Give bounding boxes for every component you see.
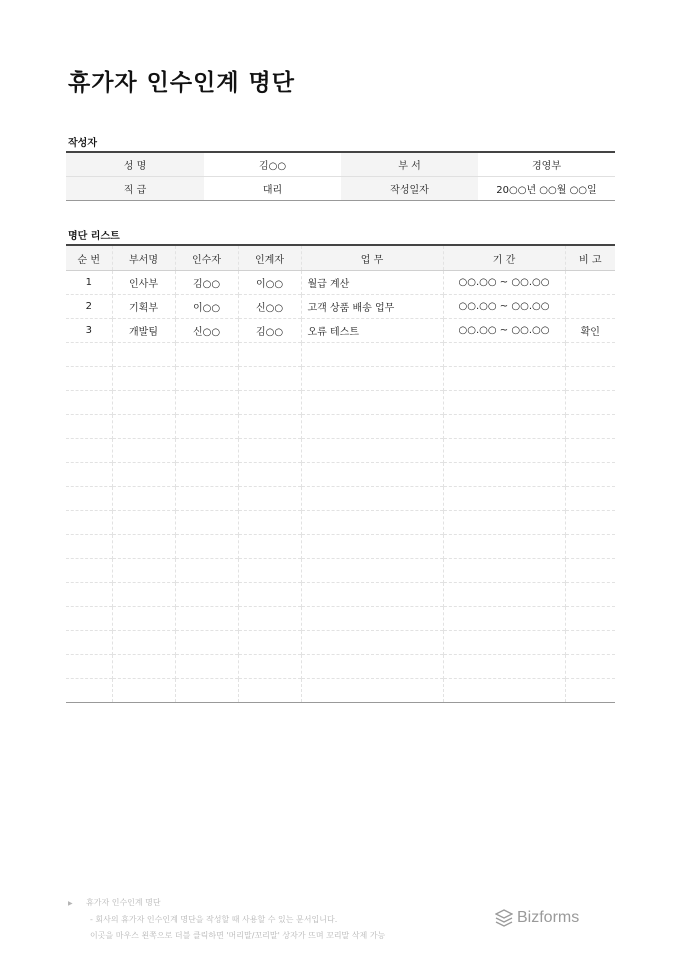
bizforms-logo — [495, 909, 579, 927]
table-cell: 월급 계산 — [301, 271, 443, 295]
column-header: 인계자 — [238, 245, 301, 271]
table-cell — [565, 391, 615, 415]
table-row — [66, 511, 615, 535]
author-field-label: 직 급 — [66, 177, 204, 201]
bullet-icon: ▶ — [68, 900, 73, 907]
table-row — [66, 439, 615, 463]
column-header: 기 간 — [443, 245, 565, 271]
table-cell — [238, 415, 301, 439]
table-cell — [565, 271, 615, 295]
table-cell — [565, 511, 615, 535]
author-row — [66, 152, 615, 177]
table-row — [66, 463, 615, 487]
table-cell — [301, 511, 443, 535]
table-cell: 개발팀 — [112, 319, 175, 343]
table-cell — [238, 631, 301, 655]
author-field-label: 작성일자 — [341, 177, 478, 201]
list-section-label: 명단 리스트 — [68, 231, 120, 242]
table-cell — [112, 583, 175, 607]
table-cell — [301, 463, 443, 487]
table-cell — [443, 607, 565, 631]
table-cell — [66, 655, 112, 679]
footer-line1: - 회사의 휴가자 인수인계 명단을 작성할 때 사용할 수 있는 문서입니다. — [90, 915, 338, 924]
table-cell — [175, 511, 238, 535]
table-cell — [66, 487, 112, 511]
table-cell — [66, 679, 112, 703]
table-row — [66, 271, 615, 295]
table-cell — [66, 463, 112, 487]
table-row — [66, 319, 615, 343]
table-row — [66, 391, 615, 415]
table-cell — [301, 415, 443, 439]
logo-text: Bizforms — [517, 909, 580, 926]
table-cell — [565, 607, 615, 631]
table-cell — [301, 559, 443, 583]
table-cell: 3 — [66, 319, 112, 343]
table-cell — [443, 439, 565, 463]
table-cell — [66, 367, 112, 391]
footer-line2: 이곳을 마우스 왼쪽으로 더블 클릭하면 '머리말/꼬리말' 상자가 뜨며 꼬리말 삭제 가능 — [90, 931, 386, 940]
table-cell — [238, 343, 301, 367]
table-cell — [66, 583, 112, 607]
footer-note — [68, 895, 385, 944]
author-field-label: 성 명 — [66, 152, 204, 177]
table-cell — [443, 535, 565, 559]
table-cell: 고객 상품 배송 업무 — [301, 295, 443, 319]
table-row — [66, 631, 615, 655]
table-cell — [112, 367, 175, 391]
table-cell — [66, 415, 112, 439]
table-cell — [238, 607, 301, 631]
table-cell: 오류 테스트 — [301, 319, 443, 343]
table-cell: 김○○ — [238, 319, 301, 343]
table-row — [66, 607, 615, 631]
table-cell — [112, 439, 175, 463]
table-row — [66, 295, 615, 319]
table-cell — [112, 559, 175, 583]
table-cell — [66, 343, 112, 367]
table-cell — [175, 487, 238, 511]
table-cell: ○○.○○ ~ ○○.○○ — [443, 271, 565, 295]
table-cell — [565, 295, 615, 319]
table-cell — [301, 391, 443, 415]
table-cell — [301, 439, 443, 463]
author-field-value: 김○○ — [258, 161, 287, 172]
table-cell — [443, 655, 565, 679]
table-cell — [238, 679, 301, 703]
table-row — [66, 367, 615, 391]
table-cell: 이○○ — [175, 295, 238, 319]
table-cell: 기획부 — [112, 295, 175, 319]
table-cell — [175, 415, 238, 439]
table-cell — [301, 535, 443, 559]
table-cell — [443, 679, 565, 703]
table-cell: 신○○ — [175, 319, 238, 343]
column-header: 부서명 — [112, 245, 175, 271]
table-cell: 신○○ — [238, 295, 301, 319]
table-cell: 김○○ — [175, 271, 238, 295]
table-cell — [175, 559, 238, 583]
table-cell — [238, 655, 301, 679]
table-cell — [238, 535, 301, 559]
table-cell — [301, 679, 443, 703]
table-cell — [112, 343, 175, 367]
table-row — [66, 343, 615, 367]
author-field-label: 부 서 — [341, 152, 478, 177]
table-cell — [238, 367, 301, 391]
table-cell — [238, 511, 301, 535]
table-cell — [112, 487, 175, 511]
table-cell — [238, 583, 301, 607]
table-cell — [175, 343, 238, 367]
table-row — [66, 559, 615, 583]
table-row — [66, 679, 615, 703]
table-cell — [112, 391, 175, 415]
table-cell — [301, 487, 443, 511]
table-cell — [112, 463, 175, 487]
table-cell — [565, 343, 615, 367]
table-cell — [565, 487, 615, 511]
table-cell — [112, 607, 175, 631]
table-cell — [175, 655, 238, 679]
table-cell — [66, 391, 112, 415]
table-cell: 확인 — [565, 319, 615, 343]
table-cell — [443, 343, 565, 367]
table-cell — [565, 367, 615, 391]
table-cell — [443, 631, 565, 655]
table-cell — [301, 607, 443, 631]
column-header: 순 번 — [66, 245, 112, 271]
table-cell — [443, 463, 565, 487]
table-cell — [565, 631, 615, 655]
table-cell — [238, 439, 301, 463]
column-header: 업 무 — [301, 245, 443, 271]
table-cell — [443, 559, 565, 583]
author-table — [66, 151, 615, 201]
table-cell — [565, 535, 615, 559]
table-cell — [301, 583, 443, 607]
column-header: 비 고 — [565, 245, 615, 271]
table-cell — [565, 439, 615, 463]
table-cell — [66, 535, 112, 559]
table-cell: 이○○ — [238, 271, 301, 295]
table-cell — [301, 655, 443, 679]
table-cell — [443, 511, 565, 535]
table-row — [66, 583, 615, 607]
table-cell: ○○.○○ ~ ○○.○○ — [443, 319, 565, 343]
table-row — [66, 487, 615, 511]
table-cell — [443, 583, 565, 607]
table-cell — [443, 487, 565, 511]
table-row — [66, 655, 615, 679]
author-field-value: 대리 — [204, 177, 341, 201]
author-field-value: 경영부 — [532, 161, 561, 172]
table-cell — [175, 583, 238, 607]
table-cell — [66, 439, 112, 463]
table-cell — [301, 631, 443, 655]
author-field-value: 20○○년 ○○월 ○○일 — [478, 177, 615, 201]
author-section-label: 작성자 — [68, 138, 97, 149]
handover-list-table — [66, 244, 615, 703]
table-cell — [66, 607, 112, 631]
table-cell — [112, 535, 175, 559]
table-cell — [66, 559, 112, 583]
table-cell — [565, 655, 615, 679]
table-cell — [66, 511, 112, 535]
table-row — [66, 535, 615, 559]
table-cell — [443, 367, 565, 391]
table-cell — [565, 583, 615, 607]
table-cell — [443, 415, 565, 439]
table-row — [66, 415, 615, 439]
table-cell — [238, 559, 301, 583]
author-row — [66, 177, 615, 201]
table-cell: ○○.○○ ~ ○○.○○ — [443, 295, 565, 319]
bizforms-logo-icon — [495, 909, 513, 927]
table-cell — [112, 679, 175, 703]
table-cell — [112, 655, 175, 679]
footer-title: 휴가자 인수인계 명단 — [86, 898, 161, 907]
table-cell — [565, 679, 615, 703]
table-cell — [238, 487, 301, 511]
table-cell — [175, 439, 238, 463]
table-cell — [175, 463, 238, 487]
table-cell — [301, 367, 443, 391]
table-cell — [175, 679, 238, 703]
page-title: 휴가자 인수인계 명단 — [68, 70, 295, 96]
table-cell — [175, 391, 238, 415]
table-cell — [565, 415, 615, 439]
table-cell — [443, 391, 565, 415]
table-cell — [238, 463, 301, 487]
table-cell — [175, 367, 238, 391]
table-cell: 1 — [85, 277, 92, 288]
table-cell — [565, 559, 615, 583]
table-cell — [112, 415, 175, 439]
table-cell — [112, 631, 175, 655]
table-cell — [175, 535, 238, 559]
table-cell — [565, 463, 615, 487]
table-cell — [112, 511, 175, 535]
table-cell — [238, 391, 301, 415]
table-cell: 2 — [66, 295, 112, 319]
table-cell: 인사부 — [112, 271, 175, 295]
table-cell — [175, 607, 238, 631]
table-cell — [175, 631, 238, 655]
table-cell — [301, 343, 443, 367]
column-header: 인수자 — [175, 245, 238, 271]
table-cell — [66, 631, 112, 655]
